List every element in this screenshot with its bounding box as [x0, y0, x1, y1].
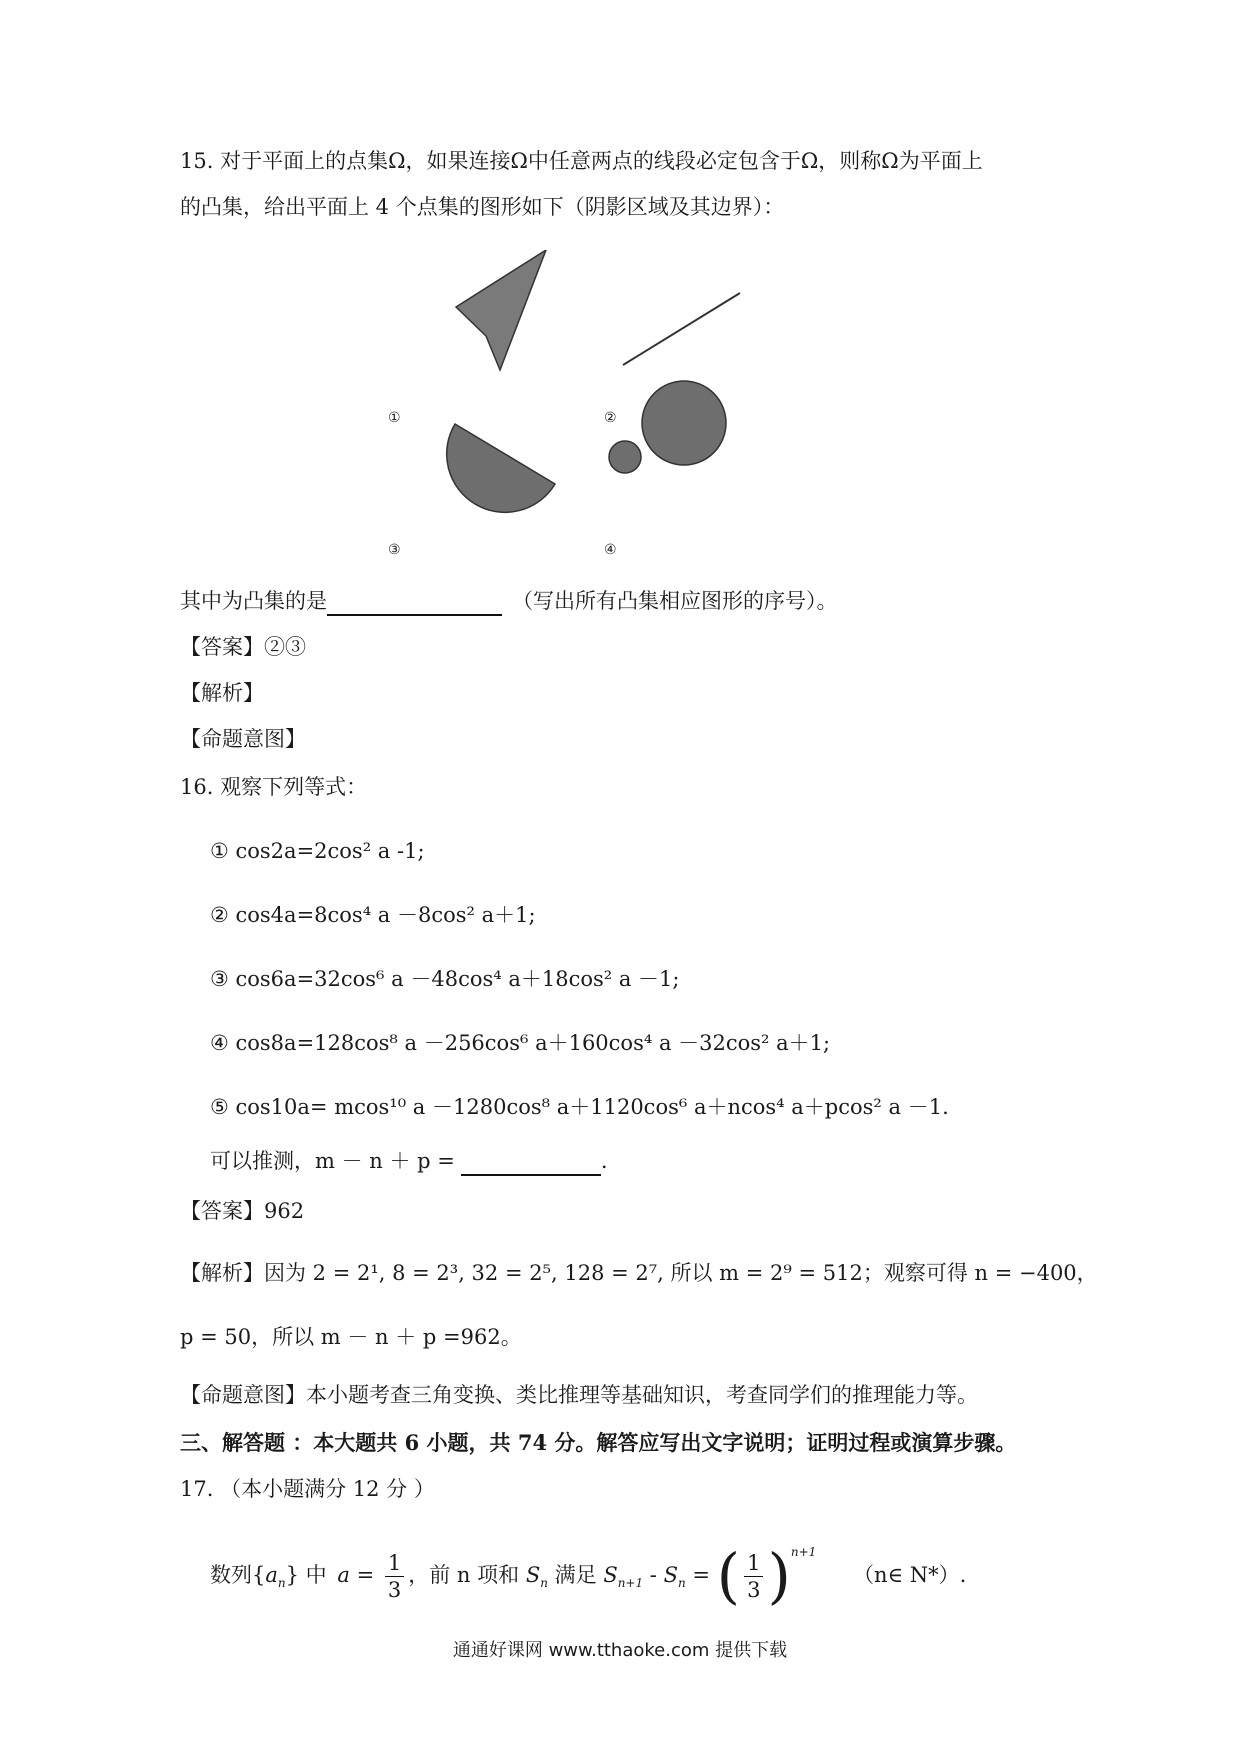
- q16-eq1: ① cos2a=2cos² a -1;: [210, 839, 425, 863]
- q15-fill-line: [180, 586, 838, 616]
- q17-condition: （n∈ N*）.: [852, 1563, 967, 1587]
- figure-1-shape: [456, 250, 546, 370]
- section-3-heading: 三、解答题 ：本大题共 6 小题，共 74 分。解答应写出文字说明；证明过程或演算步骤。: [180, 1430, 1017, 1455]
- q15-line1: 15. 对于平面上的点集Ω，如果连接Ω中任意两点的线段必定包含于Ω，则称Ω为平面上: [180, 149, 983, 173]
- figure-3-halfdisc: [447, 424, 555, 512]
- q15-fill-prefix: 其中为凸集的是: [180, 589, 327, 613]
- q17-frac-b-den: 3: [747, 1578, 761, 1602]
- figure-2-line: [623, 293, 740, 365]
- footer: 通通好课网 www.tthaoke.com 提供下载: [452, 1640, 788, 1661]
- q16-answer-blank: [461, 1152, 601, 1176]
- q16-analysis-2: p = 50，所以 m － n ＋ p =962。: [180, 1325, 522, 1349]
- figure-label-3: ③: [388, 542, 401, 558]
- figure-4-big-circle: [642, 381, 726, 465]
- q16-guess-suffix: .: [600, 1149, 608, 1173]
- q16-intent: 【命题意图】本小题考查三角变换、类比推理等基础知识，考查同学们的推理能力等。: [180, 1383, 978, 1407]
- q16-eq3: ③ cos6a=32cos⁶ a －48cos⁴ a＋18cos² a －1;: [210, 967, 680, 991]
- q17-frac-a-num: 1: [385, 1550, 404, 1577]
- q17-frac-a-den: 3: [387, 1578, 402, 1602]
- convex-set-figure-svg: [410, 250, 840, 570]
- q17-text1: 数列{: [210, 1563, 266, 1587]
- q17-head: 17. （本小题满分 12 分 ）: [180, 1477, 435, 1501]
- q17-text3: ，前 n 项和: [408, 1563, 520, 1587]
- q16-guess-prefix: 可以推测，m － n ＋ p =: [210, 1149, 455, 1173]
- figure-label-4: ④: [604, 542, 617, 558]
- q15-answer: 【答案】②③: [180, 635, 306, 659]
- q17-text4: 满足: [554, 1563, 597, 1587]
- q16-guess-line: [210, 1146, 608, 1176]
- q17-statement: 数列$\{a_n\}$ 中 a = $\frac{1}{3}$ ，前 n 项和 $S_n$ 满足 $S_{n+1} - S_n$ = ( $\frac{1}{3}$ )$^{n+1}$ （n∈ N*）.: [210, 1541, 967, 1612]
- q15-intent: 【命题意图】: [180, 727, 306, 751]
- q16-intro: 16. 观察下列等式：: [180, 775, 368, 799]
- figure-label-1: ①: [388, 410, 401, 426]
- q16-eq4: ④ cos8a=128cos⁸ a －256cos⁶ a＋160cos⁴ a －32cos² a＋1;: [210, 1031, 831, 1055]
- q15-analysis: 【解析】: [180, 681, 264, 705]
- q16-answer: 【答案】962: [180, 1199, 305, 1223]
- convex-set-figure: [388, 250, 840, 570]
- figure-label-2: ②: [604, 410, 617, 426]
- q16-eq5: ⑤ cos10a= mcos¹⁰ a －1280cos⁸ a＋1120cos⁶ a＋ncos⁴ a＋pcos² a －1.: [210, 1095, 949, 1119]
- q17-text2: } 中: [285, 1563, 327, 1587]
- q15-answer-blank: [327, 592, 502, 616]
- q17-frac-b-num: 1: [744, 1550, 763, 1577]
- figure-4-small-circle: [609, 441, 641, 473]
- q17-frac-b: [744, 1550, 763, 1603]
- q15-fill-suffix: （写出所有凸集相应图形的序号）。: [512, 589, 838, 613]
- q17-frac-a: [385, 1550, 404, 1603]
- q17-exponent: n+1: [790, 1545, 817, 1559]
- q15-line2: 的凸集，给出平面上 4 个点集的图形如下（阴影区域及其边界）：: [180, 195, 785, 219]
- q16-analysis-1: 【解析】因为 2 = 2¹, 8 = 2³, 32 = 2⁵, 128 = 2⁷, 所以 m = 2⁹ = 512；观察可得 n = −400，: [180, 1261, 1098, 1285]
- q16-eq2: ② cos4a=8cos⁴ a －8cos² a＋1;: [210, 903, 536, 927]
